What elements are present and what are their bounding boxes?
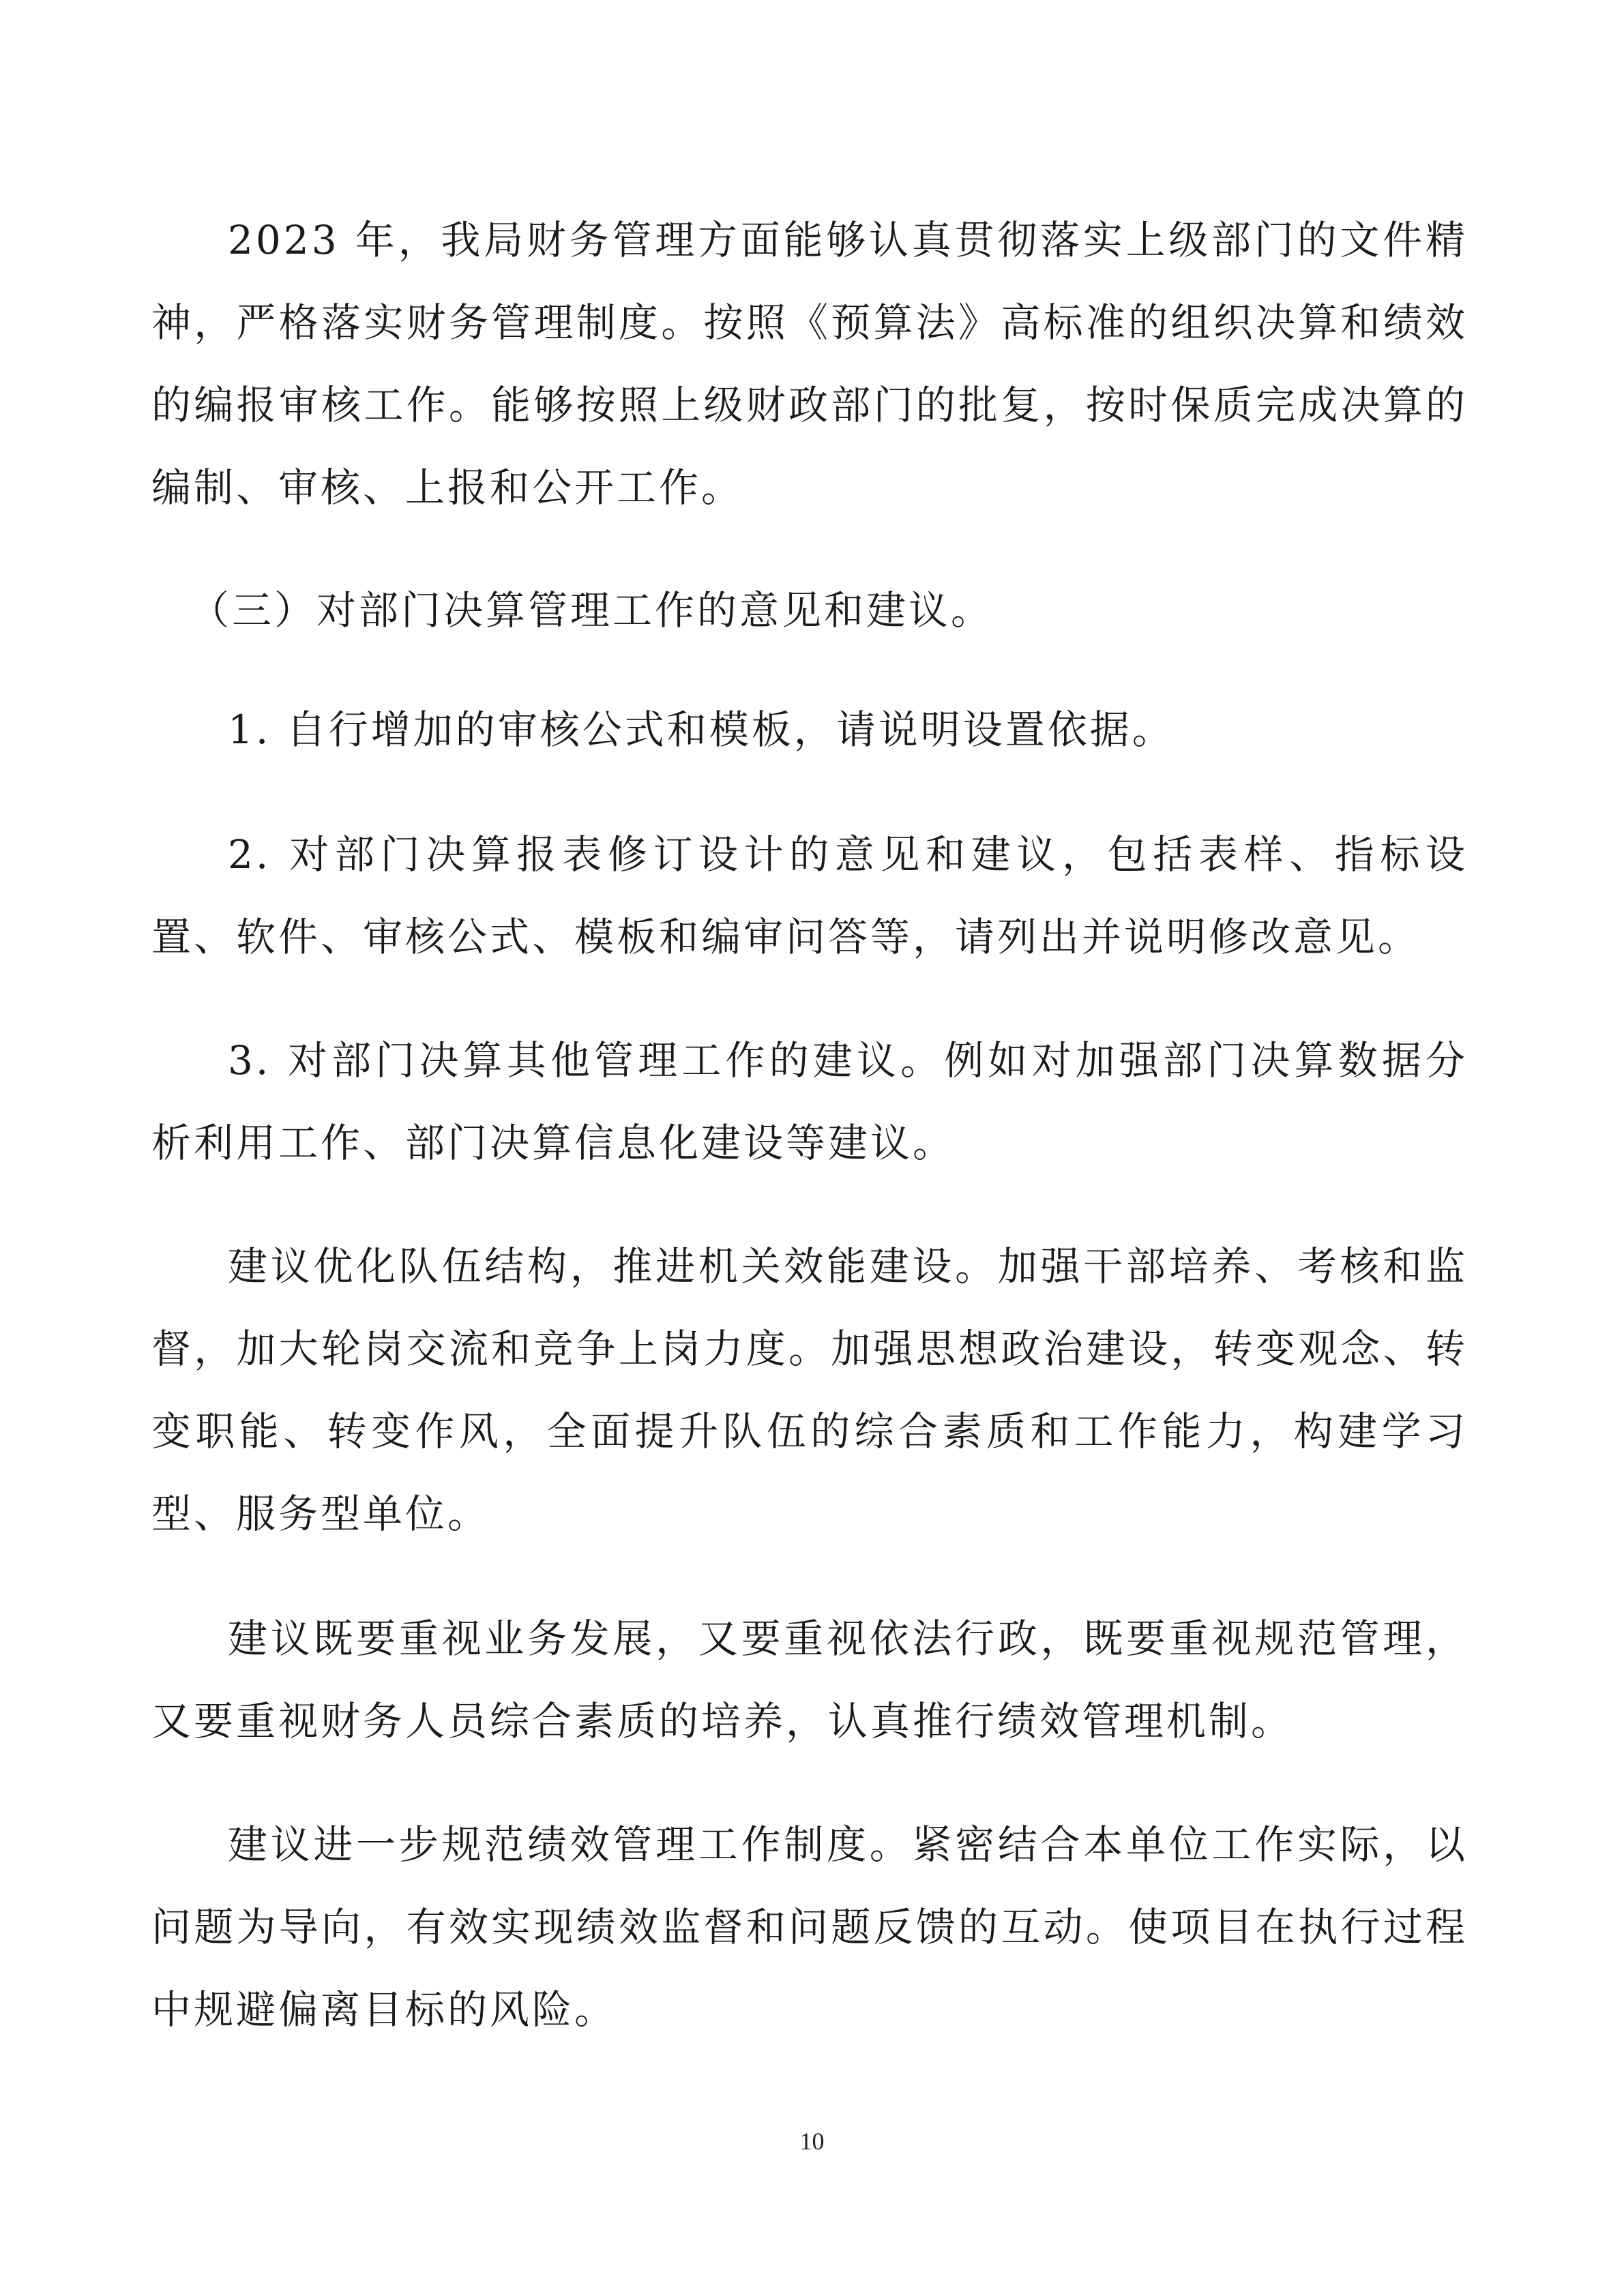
paragraph-financial-management: 2023 年，我局财务管理方面能够认真贯彻落实上级部门的文件精神，严格落实财务管理制度。按照《预算法》高标准的组织决算和绩效的编报审核工作。能够按照上级财政部门的批复，按时保质完成决算的编制、审核、上报和公开工作。 [151, 217, 1468, 511]
list-item-audit-formulas: 1. 自行增加的审核公式和模板，请说明设置依据。 [228, 706, 1175, 753]
list-item-report-revision: 2. 对部门决算报表修订设计的意见和建议，包括表样、指标设置、软件、审核公式、模板和编审问答等，请列出并说明修改意见。 [151, 831, 1468, 960]
list-item-other-management: 3. 对部门决算其他管理工作的建议。例如对加强部门决算数据分析利用工作、部门决算信息化建设等建议。 [151, 1037, 1468, 1166]
paragraph-performance-management: 建议进一步规范绩效管理工作制度。紧密结合本单位工作实际，以问题为导向，有效实现绩效监督和问题反馈的互动。使项目在执行过程中规避偏离目标的风险。 [151, 1821, 1468, 2033]
paragraph-business-development: 建议既要重视业务发展，又要重视依法行政，既要重视规范管理，又要重视财务人员综合素质的培养，认真推行绩效管理机制。 [151, 1615, 1468, 1744]
page-number: 10 [799, 2128, 825, 2155]
paragraph-team-structure: 建议优化队伍结构，推进机关效能建设。加强干部培养、考核和监督，加大轮岗交流和竞争上岗力度。加强思想政治建设，转变观念、转变职能、转变作风，全面提升队伍的综合素质和工作能力，构建学习型、服务型单位。 [151, 1243, 1468, 1537]
section-heading-opinions: （三）对部门决算管理工作的意见和建议。 [190, 587, 994, 633]
